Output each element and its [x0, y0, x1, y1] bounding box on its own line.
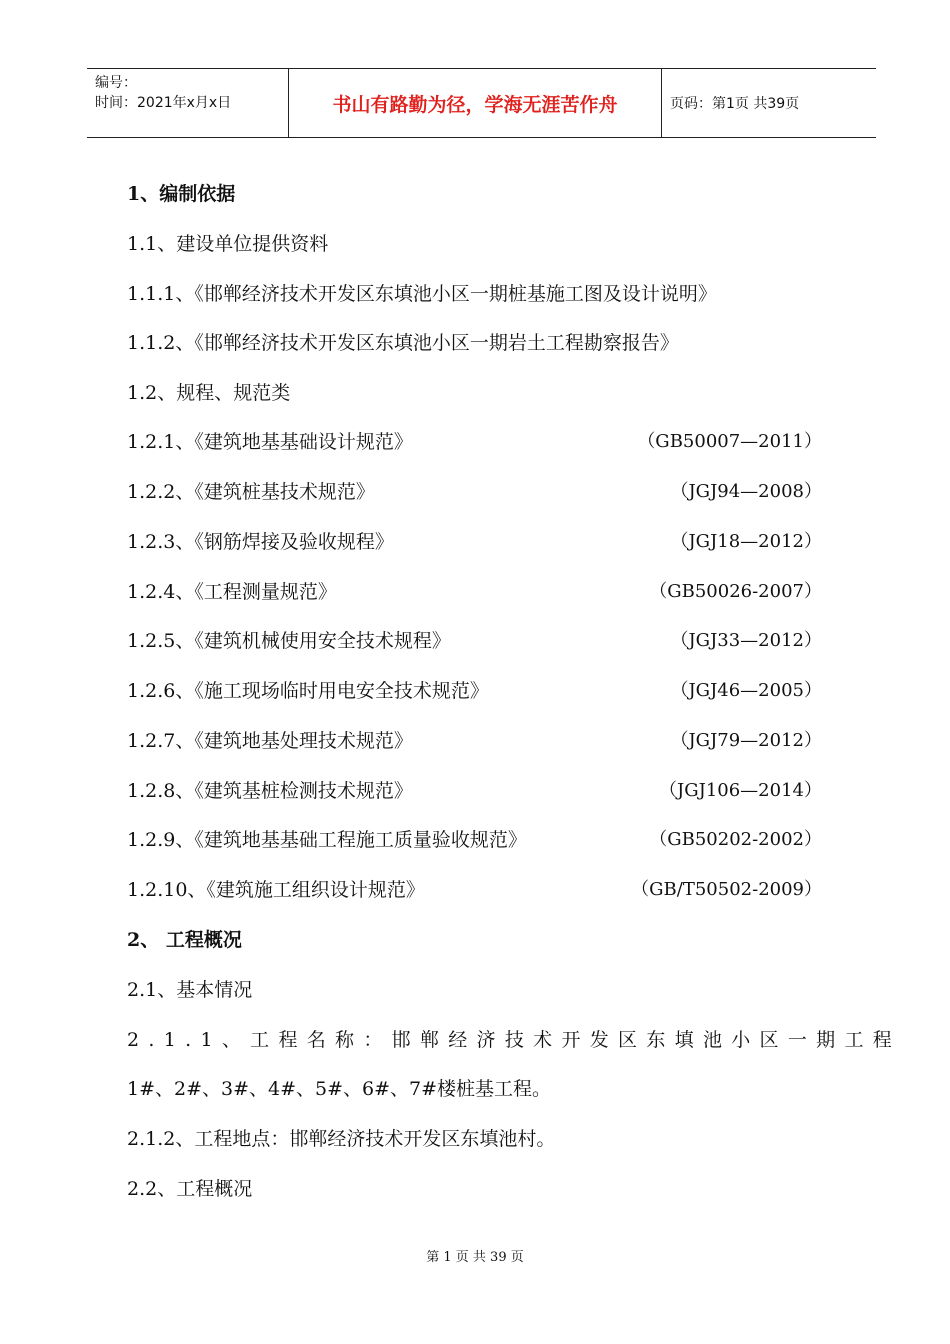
standard-item-label: 1.2.6、《施工现场临时用电安全技术规范》 — [127, 680, 489, 702]
document-number-label: 编号： — [95, 75, 137, 91]
standard-item-label: 1.2.8、《建筑基桩检测技术规范》 — [127, 780, 413, 802]
standard-item-label: 1.2.5、《建筑机械使用安全技术规程》 — [127, 630, 451, 652]
section-1-2: 1.2、规程、规范类 — [127, 382, 291, 404]
header-meta — [87, 69, 288, 137]
standard-item-code: （JGJ46—2005） — [670, 680, 822, 701]
section-1-1-2: 1.1.2、《邯郸经济技术开发区东填池小区一期岩土工程勘察报告》 — [127, 332, 679, 354]
standard-item-code: （GB/T50502-2009） — [631, 879, 822, 900]
section-1-1: 1.1、建设单位提供资料 — [127, 233, 329, 255]
section-2-1-1-line1: 2.1.1、工程名称：邯郸经济技术开发区东填池小区一期工程 — [127, 1029, 902, 1051]
section-2-2: 2.2、工程概况 — [127, 1178, 253, 1200]
section-1-1-1: 1.1.1、《邯郸经济技术开发区东填池小区一期桩基施工图及设计说明》 — [127, 283, 717, 305]
standard-item-label: 1.2.4、《工程测量规范》 — [127, 581, 337, 603]
document-time-label: 时间：2021年x月x日 — [95, 95, 232, 111]
header-motto: 书山有路勤为径，学海无涯苦作舟 — [288, 69, 662, 137]
standard-item-code: （GB50007—2011） — [637, 431, 822, 452]
standard-item-code: （JGJ79—2012） — [670, 730, 822, 751]
standard-item-code: （GB50026-2007） — [649, 581, 822, 602]
section-2-1-1-line2: 1#、2#、3#、4#、5#、6#、7#楼桩基工程。 — [127, 1078, 552, 1100]
standard-item-label: 1.2.1、《建筑地基基础设计规范》 — [127, 431, 413, 453]
page-header — [87, 68, 876, 138]
standard-item-label: 1.2.3、《钢筋焊接及验收规程》 — [127, 531, 394, 553]
standard-item-label: 1.2.9、《建筑地基基础工程施工质量验收规范》 — [127, 829, 527, 851]
standard-item-code: （JGJ33—2012） — [670, 630, 822, 651]
section-2-title: 2、 工程概况 — [127, 929, 242, 951]
section-2-1: 2.1、基本情况 — [127, 979, 253, 1001]
section-1-title: 1、编制依据 — [127, 183, 236, 205]
standard-item-label: 1.2.10、《建筑施工组织设计规范》 — [127, 879, 425, 901]
standard-item-label: 1.2.7、《建筑地基处理技术规范》 — [127, 730, 413, 752]
standard-item-code: （JGJ94—2008） — [670, 481, 822, 502]
standard-item-code: （GB50202-2002） — [649, 829, 822, 850]
standard-item-code: （JGJ18—2012） — [670, 531, 822, 552]
page-footer: 第 1 页 共 39 页 — [426, 1250, 524, 1265]
standard-item-label: 1.2.2、《建筑桩基技术规范》 — [127, 481, 375, 503]
header-page-info: 页码：第1页 共39页 — [670, 96, 800, 112]
standard-item-code: （JGJ106—2014） — [659, 780, 822, 801]
section-2-1-2: 2.1.2、工程地点：邯郸经济技术开发区东填池村。 — [127, 1128, 556, 1150]
